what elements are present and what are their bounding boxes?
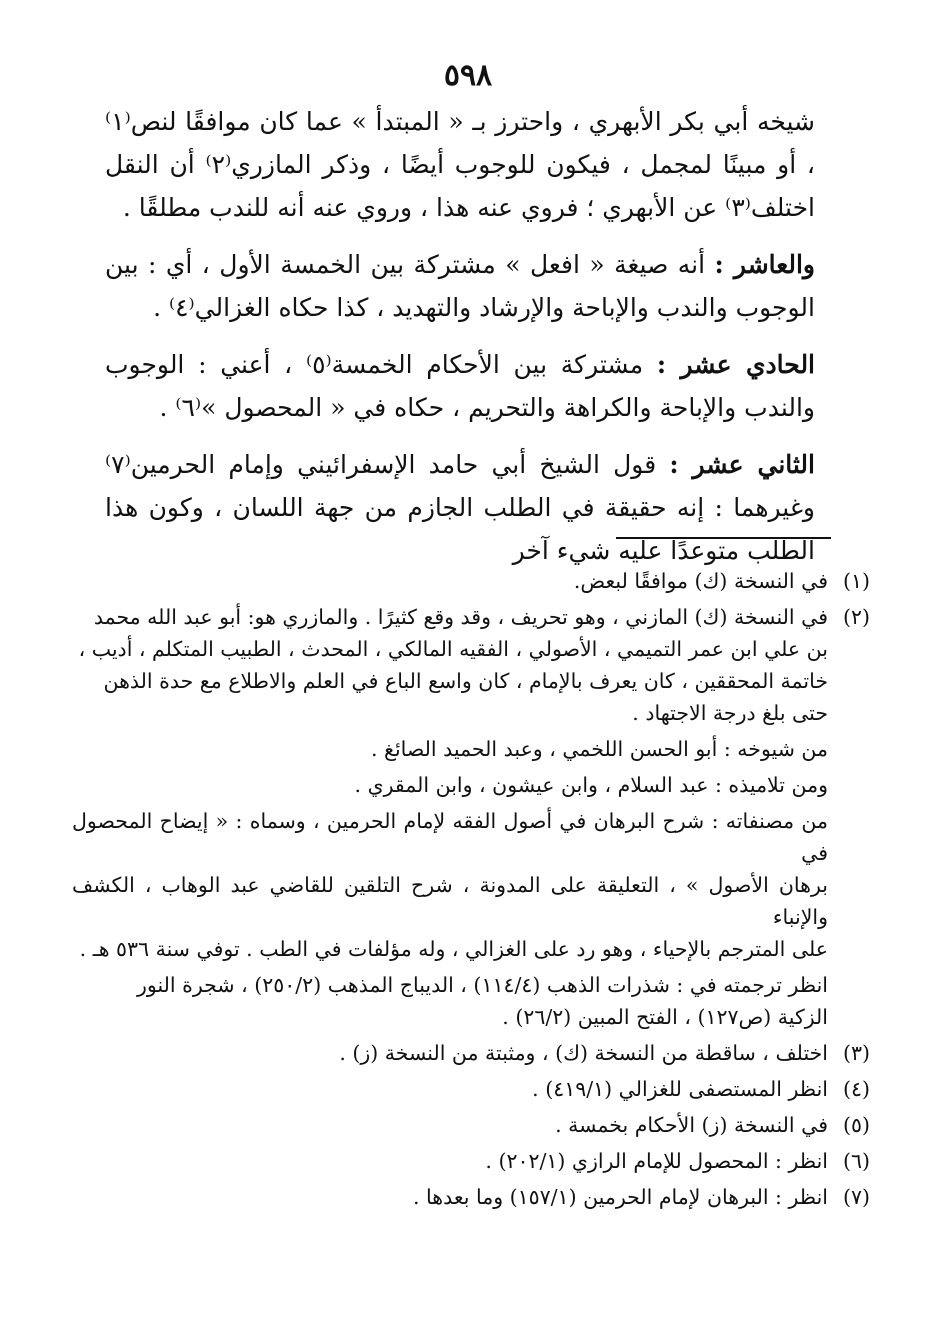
text-line: والإباحة والكراهة والتحريم ، حكاه في « المحصول »⁽٦⁾ .: [159, 393, 737, 422]
footnotes: [72, 565, 870, 1217]
footnote-text: في النسخة (ز) الأحكام بخمسة .: [555, 1113, 828, 1137]
text-line: حتى بلغ درجة الاجتهاد .: [632, 701, 828, 725]
text-line: قول الشيخ أبي حامد الإسفرائيني وإمام الحرمين⁽٧⁾ وغيرهما : إنه: [105, 450, 816, 522]
footnote-number: (٦): [842, 1149, 870, 1173]
text-line: والندب والإباحة والإرشاد والتهديد ، كذا حكاه الغزالي⁽٤⁾ .: [153, 293, 728, 322]
footnote-2-teachers: من شيوخه : أبو الحسن اللخمي ، وعبد الحميد الصائغ .: [371, 737, 828, 761]
footnote-separator: [616, 537, 831, 539]
footnote-number: (٢): [842, 605, 870, 629]
text-line: شيخه أبي بكر الأبهري ، واحترز بـ « المبتدأ » عما كان موافقًا لنص⁽١⁾ ، أو مبينًا: [105, 107, 816, 179]
footnote-text: اختلف ، ساقطة من النسخة (ك) ، ومثبتة من النسخة (ز) .: [339, 1041, 828, 1065]
footnote-number: (٥): [842, 1113, 870, 1137]
paragraph-continuation: [105, 100, 815, 229]
text-line: فروي عنه هذا ، وروي عنه أنه للندب مطلقًا .: [122, 193, 579, 222]
text-line: برهان الأصول » ، التعليقة على المدونة ، شرح التلقين للقاضي عبد الوهاب ، الكشف والإنباء: [72, 873, 828, 929]
footnote-text: انظر المستصفى للغزالي (٤١٩/١) .: [532, 1077, 828, 1101]
footnote-3: [72, 1037, 870, 1069]
main-text: [105, 100, 815, 586]
text-line: على المترجم بالإحياء ، وهو رد على الغزالي ، وله مؤلفات في الطب . توفي سنة ٥٣٦ هـ .: [79, 937, 828, 961]
footnote-5: [72, 1109, 870, 1141]
paragraph-heading: الحادي عشر :: [656, 350, 816, 379]
text-line: خاتمة المحققين ، كان يعرف بالإمام ، كان واسع الباع في العلم والاطلاع مع حدة الذهن: [103, 669, 828, 693]
paragraph-tenth-opinion: [105, 243, 815, 329]
paragraph-heading: الثاني عشر :: [669, 450, 815, 479]
text-line: أنه صيغة « افعل » مشتركة بين الخمسة الأول ، أي : بين الوجوب: [105, 250, 815, 322]
footnote-2: [72, 601, 870, 729]
footnote-2-students: ومن تلاميذه : عبد السلام ، وابن عيشون ، وابن المقري .: [354, 773, 828, 797]
footnote-1: [72, 565, 870, 597]
footnote-text: انظر : المحصول للإمام الرازي (٢٠٢/١) .: [485, 1149, 828, 1173]
text-line: لمجمل ، فيكون للوجوب أيضًا ، وذكر المازري⁽٢⁾ أن النقل اختلف⁽٣⁾ عن الأبهري ؛: [105, 150, 815, 222]
footnote-2-works: [72, 805, 828, 965]
paragraph-twelfth-opinion: [105, 443, 815, 572]
footnote-4: [72, 1073, 870, 1105]
footnote-number: (٧): [842, 1185, 870, 1209]
footnote-number: (٤): [842, 1077, 870, 1101]
footnote-number: (٣): [842, 1041, 870, 1065]
text-line: من مصنفاته : شرح البرهان في أصول الفقه لإمام الحرمين ، وسماه : « إيضاح المحصول في: [72, 809, 828, 865]
paragraph-eleventh-opinion: [105, 343, 815, 429]
footnote-number: (١): [842, 569, 870, 593]
footnote-7: [72, 1181, 870, 1213]
text-line: بن علي ابن عمر التميمي ، الأصولي ، الفقيه المالكي ، المحدث ، الطبيب المتكلم ، أديب ،: [78, 637, 828, 661]
text-line: مشتركة بين الأحكام الخمسة⁽٥⁾ ، أعني : الوجوب والندب: [105, 350, 815, 422]
footnote-2-references: [72, 969, 828, 1033]
footnote-text: في النسخة (ك) موافقًا لبعض.: [573, 569, 828, 593]
footnote-text: [72, 601, 828, 729]
text-line: في النسخة (ك) المازني ، وهو تحريف ، وقد وقع كثيرًا . والمازري هو: أبو عبد الله محمد: [93, 605, 828, 629]
paragraph-heading: والعاشر :: [714, 250, 815, 279]
text-line: انظر ترجمته في : شذرات الذهب (١١٤/٤) ، الديباج المذهب (٢٥٠/٢) ، شجرة النور: [136, 973, 828, 997]
text-line: الزكية (ص١٢٧) ، الفتح المبين (٢٦/٢) .: [502, 1005, 828, 1029]
page-number: ٥٩٨: [443, 58, 493, 93]
footnote-text: انظر : البرهان لإمام الحرمين (١٥٧/١) وما بعدها .: [413, 1185, 828, 1209]
footnote-6: [72, 1145, 870, 1177]
text-line: حقيقة في الطلب الجازم من جهة اللسان ، وكون هذا الطلب متوعدًا عليه شيء آخر: [105, 493, 815, 565]
